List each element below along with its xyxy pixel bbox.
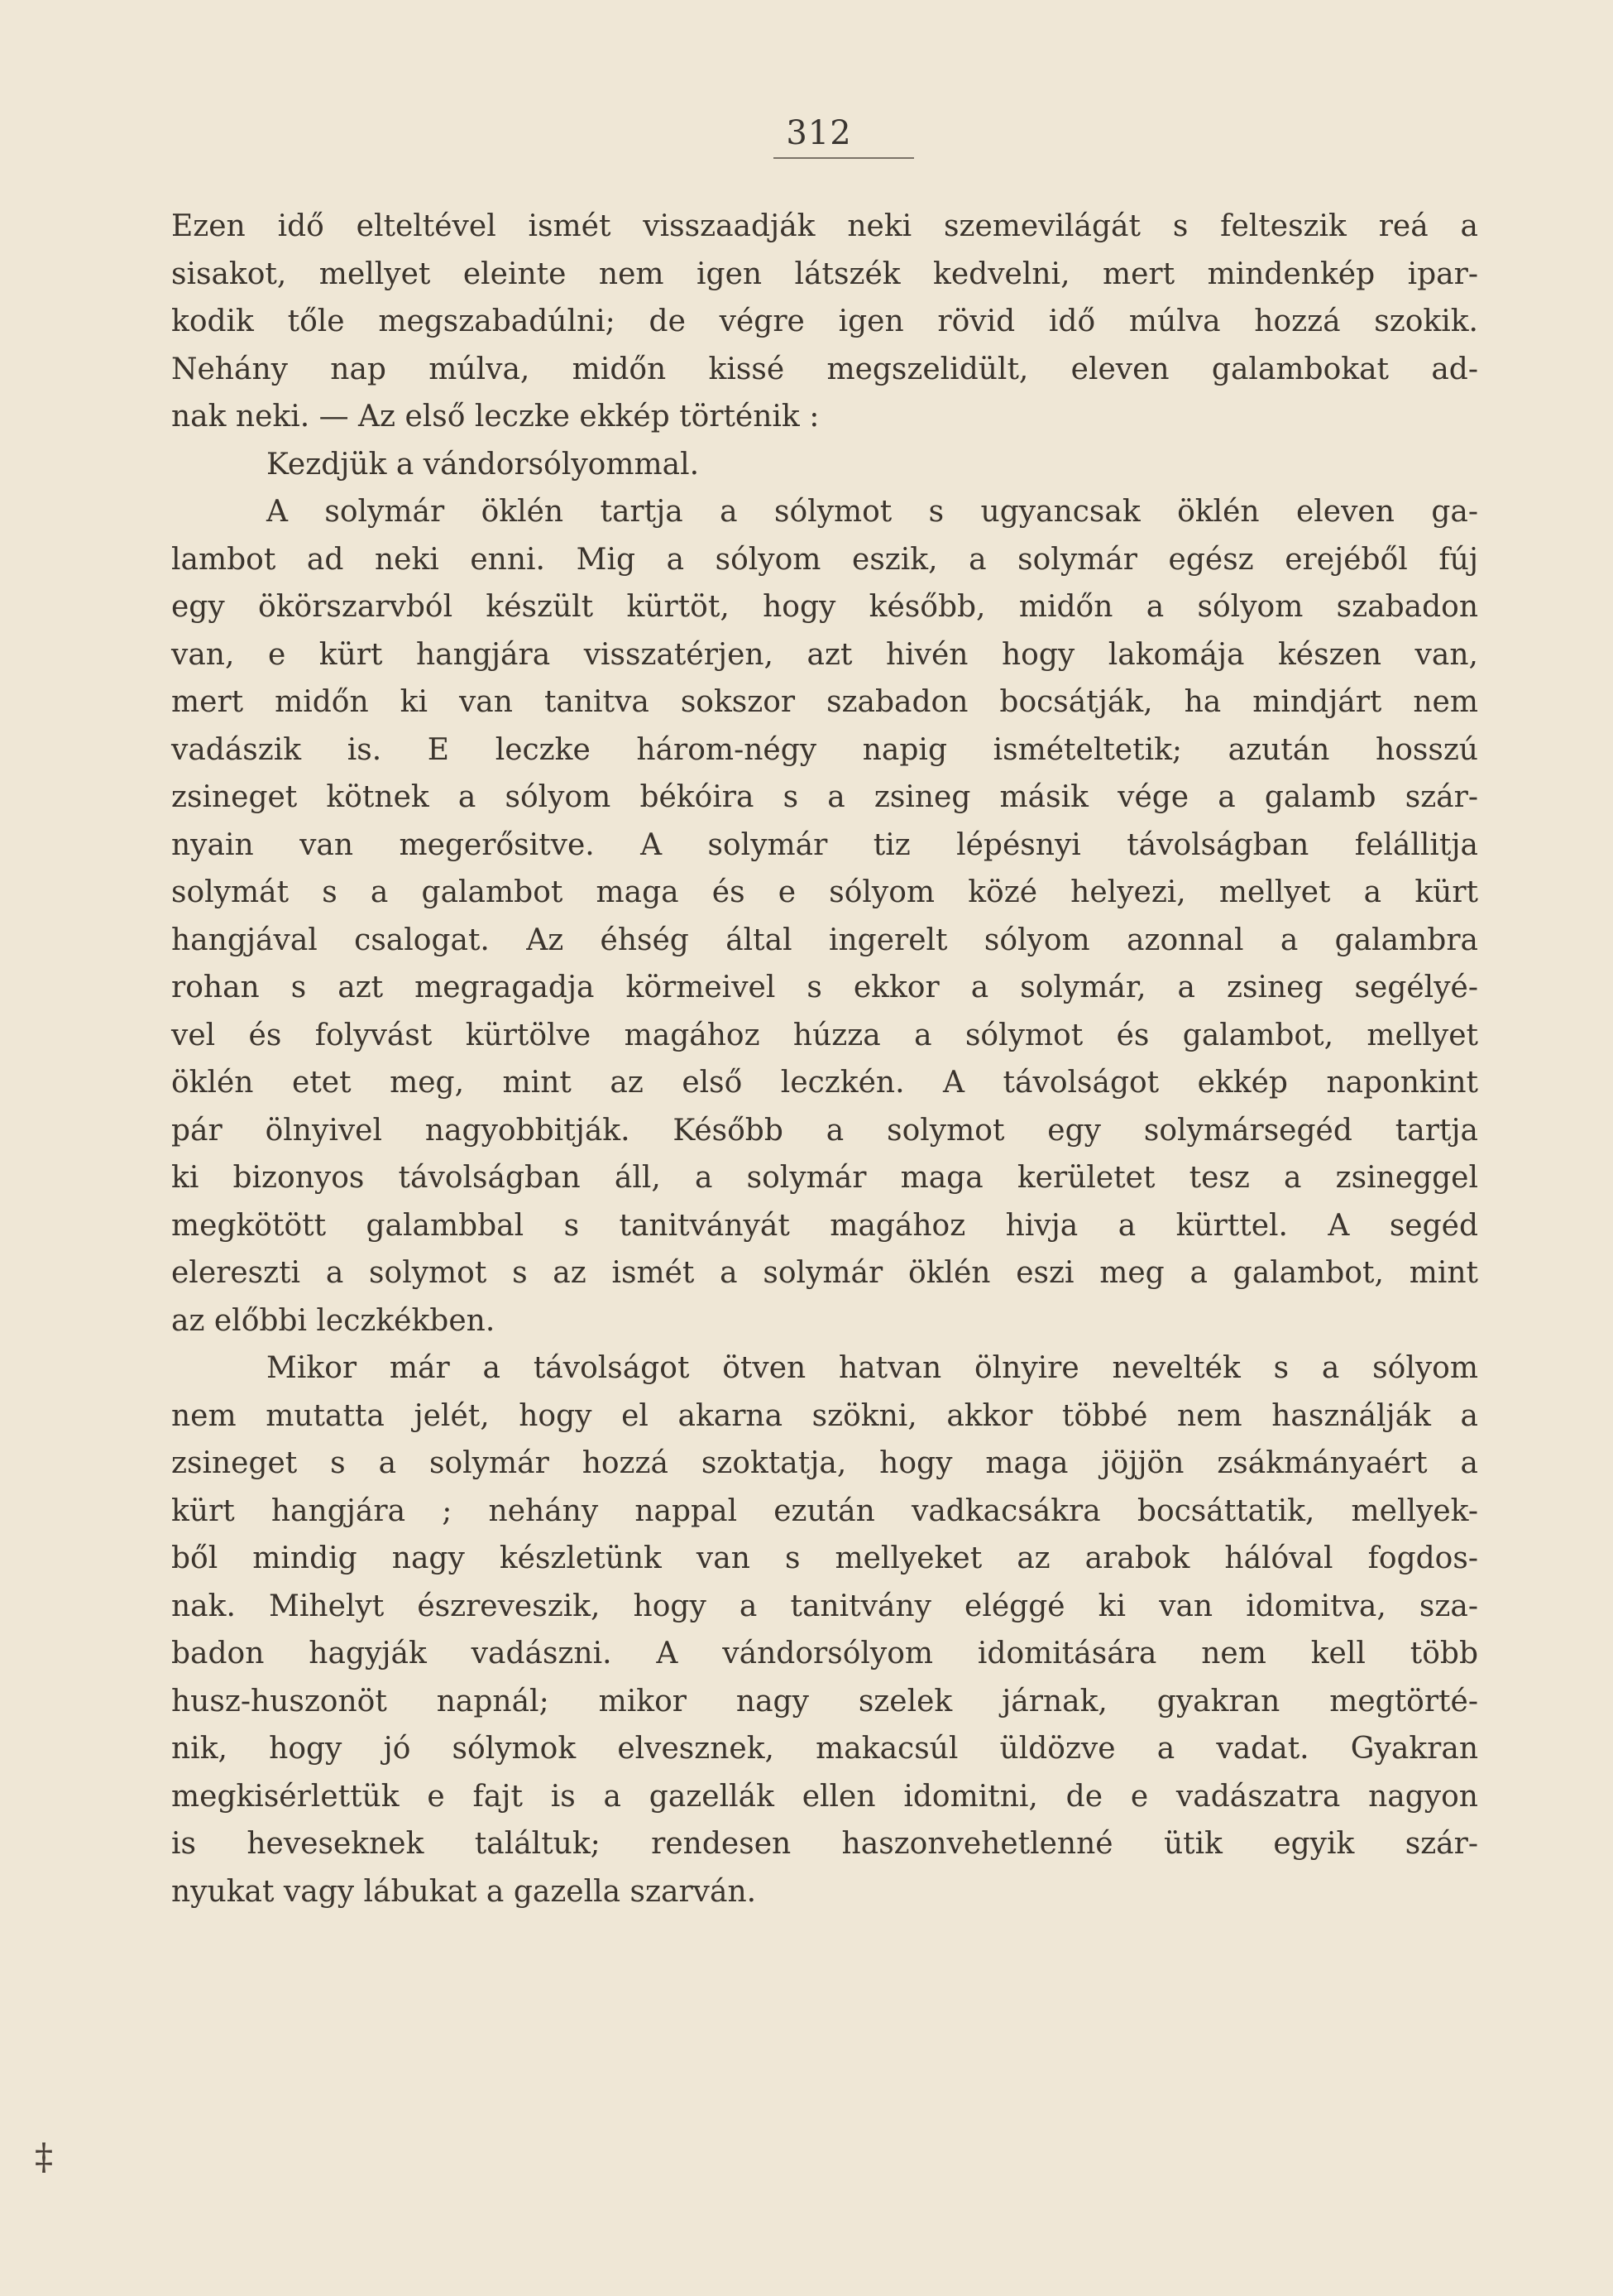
text-line: badon hagyják vadászni. A vándorsólyom idomitására nem kell több — [171, 1637, 1478, 1670]
text-line: nak. Mihelyt észreveszik, hogy a tanitvány eléggé ki van idomitva, sza- — [171, 1589, 1478, 1623]
text-line: Mikor már a távolságot ötven hatvan ölnyire nevelték s a sólyom — [266, 1351, 1478, 1385]
text-line: sisakot, mellyet eleinte nem igen látszék kedvelni, mert mindenkép ipar- — [171, 256, 1478, 291]
text-line: ből mindig nagy készletünk van s mellyeket az arabok hálóval fogdos- — [171, 1541, 1478, 1575]
text-line: öklén etet meg, mint az első leczkén. A távolságot ekkép naponkint — [171, 1066, 1478, 1100]
text-line: az előbbi leczkékben. — [171, 1303, 495, 1338]
text-line: is heveseknek találtuk; rendesen haszonvehetlenné ütik egyik szár- — [171, 1827, 1478, 1861]
text-line: A solymár öklén tartja a sólymot s ugyancsak öklén eleven ga- — [266, 495, 1478, 529]
text-line: elereszti a solymot s az ismét a solymár öklén eszi meg a galambot, mint — [171, 1256, 1478, 1290]
text-line: vadászik is. E leczke három-négy napig ismételtetik; azután hosszú — [171, 732, 1478, 767]
text-line: nak neki. — Az első leczke ekkép történik : — [171, 400, 820, 434]
text-line: vel és folyvást kürtölve magához húzza a sólymot és galambot, mellyet — [171, 1018, 1478, 1052]
text-line: Ezen idő elteltével ismét visszaadják neki szemevilágát s felteszik reá a — [171, 209, 1478, 243]
text-line: egy ökörszarvból készült kürtöt, hogy később, midőn a sólyom szabadon — [171, 590, 1478, 624]
text-line: nyain van megerősitve. A solymár tiz lépésnyi távolságban felállitja — [171, 827, 1478, 862]
text-line: solymát s a galambot maga és e sólyom közé helyezi, mellyet a kürt — [171, 875, 1478, 909]
text-line: Kezdjük a vándorsólyommal. — [266, 447, 700, 482]
text-line: husz-huszonöt napnál; mikor nagy szelek járnak, gyakran megtörté- — [171, 1684, 1478, 1718]
text-line: lambot ad neki enni. Mig a sólyom eszik, a solymár egész erejéből fúj — [171, 542, 1478, 577]
text-line: megkötött galambbal s tanitványát magához hivja a kürttel. A segéd — [171, 1208, 1478, 1243]
margin-mark: ‡ — [35, 2136, 53, 2179]
text-line: pár ölnyivel nagyobbitják. Később a solymot egy solymársegéd tartja — [171, 1113, 1478, 1148]
text-line: hangjával csalogat. Az éhség által ingerelt sólyom azonnal a galambra — [171, 923, 1478, 957]
text-line: zsineget s a solymár hozzá szoktatja, hogy maga jöjjön zsákmányaért a — [171, 1446, 1478, 1480]
text-line: van, e kürt hangjára visszatérjen, azt hivén hogy lakomája készen van, — [171, 637, 1478, 672]
body-text — [171, 203, 1478, 1915]
text-line: zsineget kötnek a sólyom békóira s a zsineg másik vége a galamb szár- — [171, 780, 1478, 814]
text-line: rohan s azt megragadja körmeivel s ekkor a solymár, a zsineg segélyé- — [171, 971, 1478, 1004]
text-line: nik, hogy jó sólymok elvesznek, makacsúl üldözve a vadat. Gyakran — [171, 1732, 1478, 1766]
page-number: 312 — [786, 114, 852, 152]
text-line: kürt hangjára ; nehány nappal ezután vadkacsákra bocsáttatik, mellyek- — [171, 1493, 1478, 1528]
text-line: ki bizonyos távolságban áll, a solymár maga kerületet tesz a zsineggel — [171, 1161, 1478, 1195]
text-line: nyukat vagy lábukat a gazella szarván. — [171, 1874, 757, 1909]
text-line: mert midőn ki van tanitva sokszor szabadon bocsátják, ha mindjárt nem — [171, 685, 1478, 719]
text-line: kodik tőle megszabadúlni; de végre igen rövid idő múlva hozzá szokik. — [171, 304, 1478, 338]
text-line: Nehány nap múlva, midőn kissé megszelidült, eleven galambokat ad- — [171, 352, 1478, 386]
header-rule — [773, 157, 914, 159]
text-line: megkisérlettük e fajt is a gazellák ellen idomitni, de e vadászatra nagyon — [171, 1779, 1478, 1814]
text-line: nem mutatta jelét, hogy el akarna szökni, akkor többé nem használják a — [171, 1398, 1478, 1433]
